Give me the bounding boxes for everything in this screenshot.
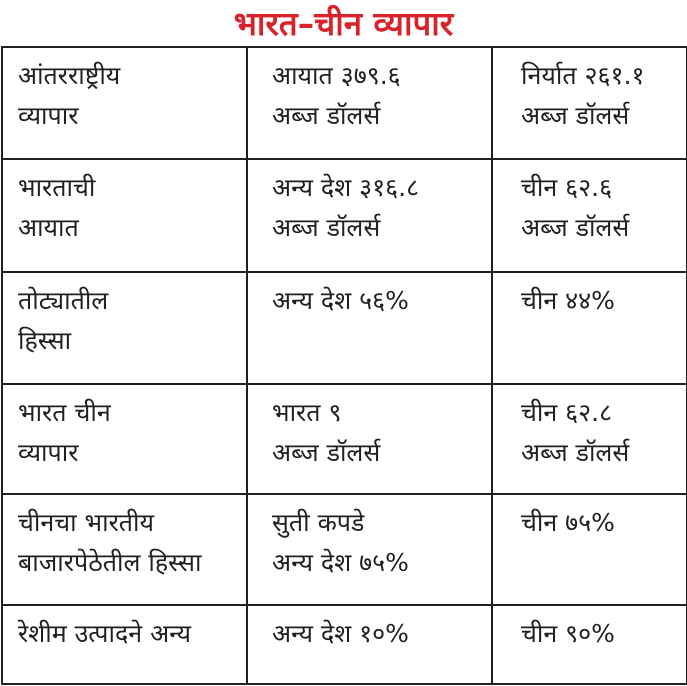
cell-text: चीन ७५% xyxy=(521,508,615,538)
cell-text: आंतरराष्ट्रीय xyxy=(18,61,121,90)
trade-table xyxy=(1,46,687,685)
row-label-cell xyxy=(2,605,247,684)
cell-text: अन्य देश १०% xyxy=(272,618,409,648)
other-countries-cell xyxy=(247,159,492,271)
other-countries-cell xyxy=(247,47,492,159)
china-cell xyxy=(492,47,687,159)
china-cell xyxy=(492,605,687,684)
table-row xyxy=(2,47,687,159)
page-title: भारत–चीन व्यापार xyxy=(233,4,454,43)
cell-text: चीन ६२.८ xyxy=(521,398,613,428)
cell-text: अन्य देश ३१६.८ xyxy=(272,173,420,203)
cell-text: भारत ९ xyxy=(272,398,342,428)
cell-text: चीन ६२.६ xyxy=(521,173,613,203)
cell-text: हिस्सा xyxy=(18,325,72,355)
cell-text: अब्ज डॉलर्स xyxy=(521,438,630,468)
cell-text: भारताची xyxy=(18,173,96,203)
row-label-cell xyxy=(2,384,247,494)
table-row xyxy=(2,159,687,271)
cell-text: सुती कपडे xyxy=(272,508,365,538)
china-cell xyxy=(492,494,687,604)
china-cell xyxy=(492,272,687,384)
other-countries-cell xyxy=(247,605,492,684)
cell-text: अब्ज डॉलर्स xyxy=(521,213,630,243)
china-cell xyxy=(492,159,687,271)
cell-text: व्यापार xyxy=(18,438,79,468)
cell-text: बाजारपेठेतील हिस्सा xyxy=(18,548,202,578)
other-countries-cell xyxy=(247,494,492,604)
cell-text: आयात ३७९.६ xyxy=(272,61,401,90)
row-label-cell xyxy=(2,159,247,271)
cell-text: आयात xyxy=(18,213,79,243)
cell-text: चीन ९०% xyxy=(521,618,615,648)
other-countries-cell xyxy=(247,384,492,494)
row-label-cell xyxy=(2,494,247,604)
cell-text: तोट्यातील xyxy=(18,285,109,315)
row-label-cell xyxy=(2,47,247,159)
table-row xyxy=(2,272,687,384)
cell-text: अब्ज डॉलर्स xyxy=(521,101,630,130)
cell-text: निर्यात २६१.१ xyxy=(521,61,645,90)
cell-text: अब्ज डॉलर्स xyxy=(272,213,381,243)
cell-text: अब्ज डॉलर्स xyxy=(272,101,381,130)
cell-text: अन्य देश ५६% xyxy=(272,285,409,315)
cell-text: व्यापार xyxy=(18,101,79,130)
table-row xyxy=(2,494,687,604)
cell-text: अन्य देश ७५% xyxy=(272,548,409,578)
china-cell xyxy=(492,384,687,494)
other-countries-cell xyxy=(247,272,492,384)
cell-text: भारत चीन xyxy=(18,398,111,428)
cell-text: चीन ४४% xyxy=(521,285,615,315)
cell-text: अब्ज डॉलर्स xyxy=(272,438,381,468)
cell-text: रेशीम उत्पादने अन्य xyxy=(18,618,192,648)
cell-text: चीनचा भारतीय xyxy=(18,508,155,538)
table-row xyxy=(2,384,687,494)
row-label-cell xyxy=(2,272,247,384)
table-row xyxy=(2,605,687,684)
